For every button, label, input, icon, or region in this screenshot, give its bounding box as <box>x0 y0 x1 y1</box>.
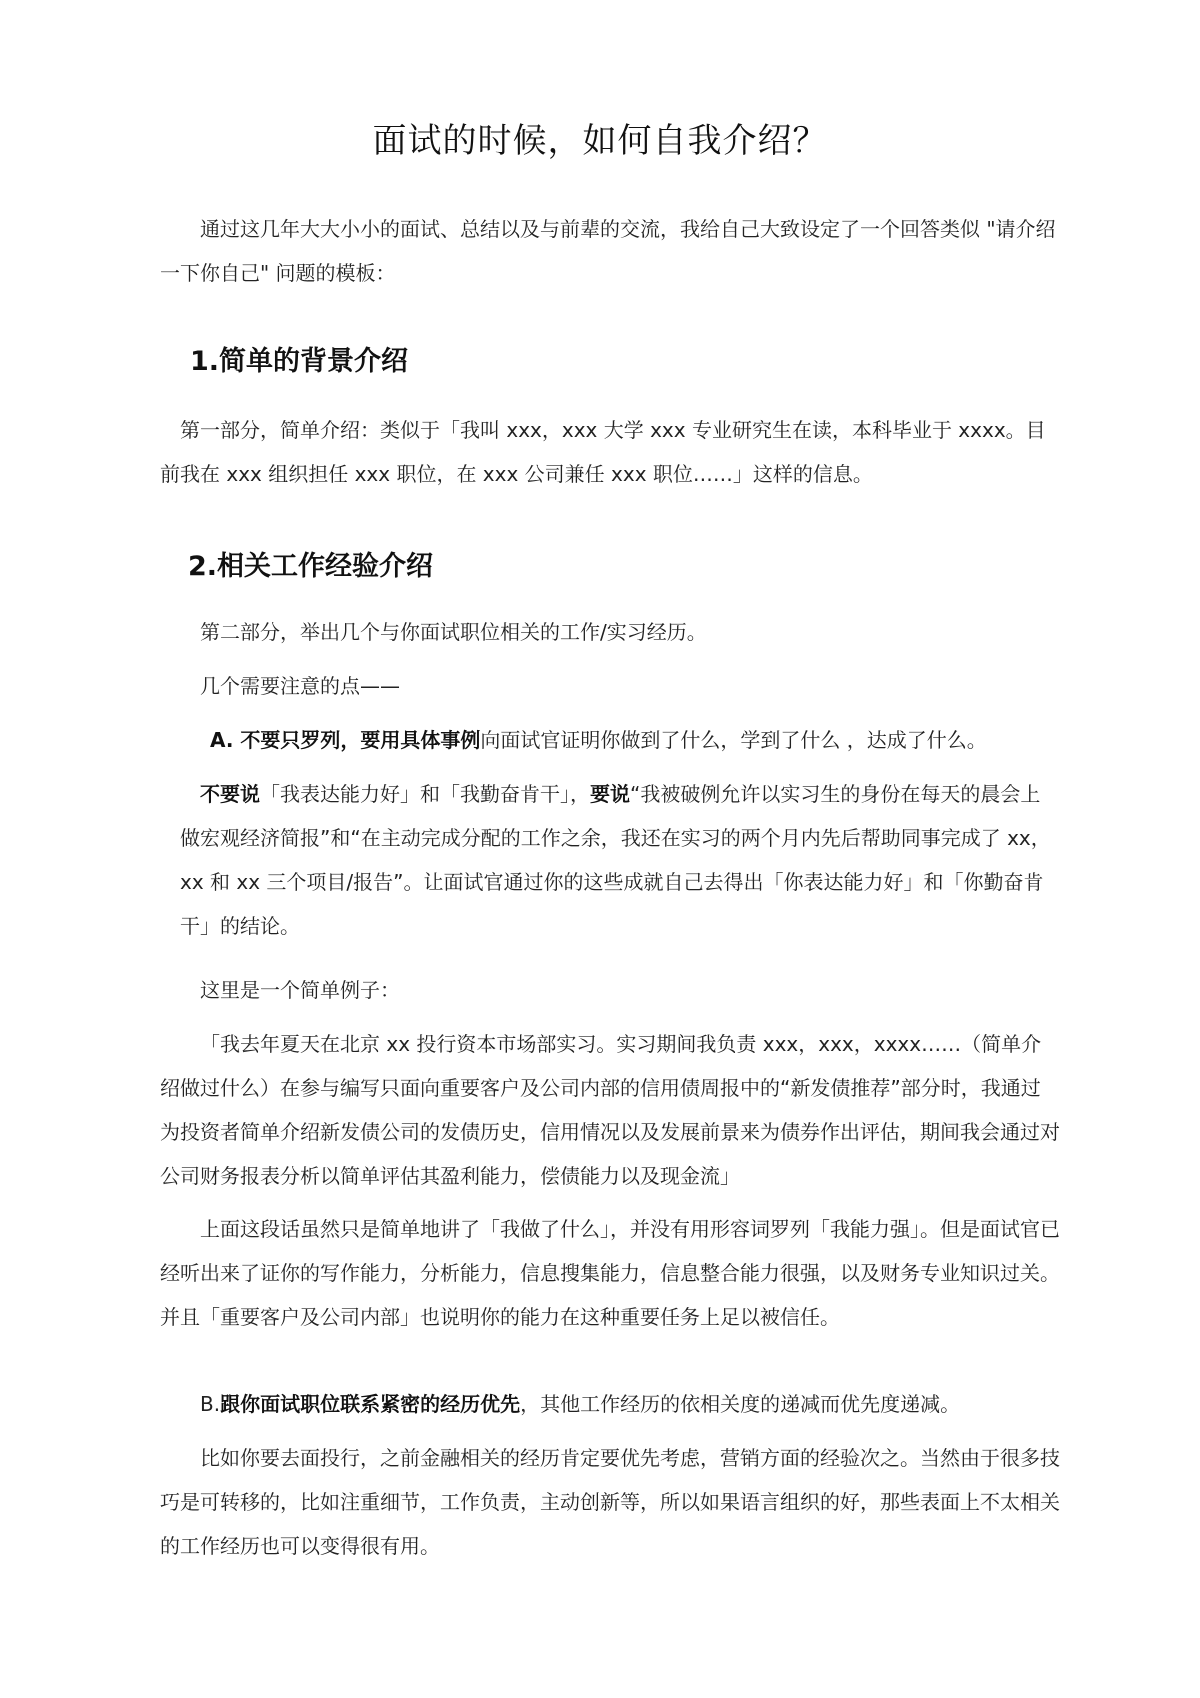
example-analysis-paragraph: 上面这段话虽然只是简单地讲了「我做了什么」，并没有用形容词罗列「我能力强」。但是面试官已经听出来了证你的写作能力，分析能力，信息搜集能力，信息整合能力很强，以及财务专业知识过关。并且「重要客户及公司内部」也说明你的能力在这种重要任务上足以被信任。 <box>160 1217 1060 1329</box>
dont-say-paragraph <box>180 772 1060 948</box>
do-say-text: “我被破例允许以实习生的身份在每天的晨会上做宏观经济简报”和“在主动完成分配的工作之余，我还在实习的两个月内先后帮助同事完成了 xx，xx 和 xx 三个项目/报告”。让面试官通过你的这些成就自己去得出「你表达能力好」和「你勤奋肯干」的结论。 <box>180 782 1051 938</box>
do-say-label: 要说 <box>590 782 630 806</box>
example-intro-line: 这里是一个简单例子： <box>200 978 400 1002</box>
dont-say-label: 不要说 <box>200 782 260 806</box>
point-b-bold: 跟你面试职位联系紧密的经历优先 <box>220 1392 521 1416</box>
section-heading-background: 1.简单的背景介绍 <box>190 346 409 377</box>
background-paragraph: 第一部分，简单介绍：类似于「我叫 xxx，xxx 大学 xxx 专业研究生在读，本科毕业于 xxxx。目前我在 xxx 组织担任 xxx 职位，在 xxx 公司兼任 xxx 职位……」这样的信息。 <box>160 418 1046 486</box>
final-paragraph: 比如你要去面投行，之前金融相关的经历肯定要优先考虑，营销方面的经验次之。当然由于很多技巧是可转移的，比如注重细节，工作负责，主动创新等，所以如果语言组织的好，那些表面上不太相关的工作经历也可以变得很有用。 <box>160 1446 1060 1558</box>
attention-points-line: 几个需要注意的点—— <box>200 674 400 698</box>
point-b-prefix: B. <box>200 1392 221 1416</box>
point-a-text: 向面试官证明你做到了什么，学到了什么 ，达成了什么。 <box>480 728 987 752</box>
intro-paragraph: 通过这几年大大小小的面试、总结以及与前辈的交流，我给自己大致设定了一个回答类似 "请介绍一下你自己" 问题的模板： <box>160 217 1056 285</box>
document-title: 面试的时候，如何自我介绍？ <box>372 120 828 161</box>
point-a-bold: 不要只罗列，要用具体事例 <box>240 728 481 752</box>
point-a-paragraph <box>210 718 1060 762</box>
example-quote-paragraph: 「我去年夏天在北京 xx 投行资本市场部实习。实习期间我负责 xxx，xxx，xxxx……（简单介绍做过什么）在参与编写只面向重要客户及公司内部的信用债周报中的“新发债推荐”部分时，我通过为投资者简单介绍新发债公司的发债历史，信用情况以及发展前景来为债券作出评估，期间我会通过对公司财务报表分析以简单评估其盈利能力，偿债能力以及现金流」 <box>160 1032 1060 1188</box>
point-b-paragraph <box>160 1382 1060 1426</box>
point-a-prefix: A. <box>210 728 241 752</box>
experience-intro-paragraph: 第二部分，举出几个与你面试职位相关的工作/实习经历。 <box>200 620 707 644</box>
dont-say-text: 「我表达能力好」和「我勤奋肯干」， <box>260 782 590 806</box>
section-heading-experience: 2.相关工作经验介绍 <box>188 551 434 582</box>
point-b-text: ，其他工作经历的依相关度的递减而优先度递减。 <box>520 1392 961 1416</box>
